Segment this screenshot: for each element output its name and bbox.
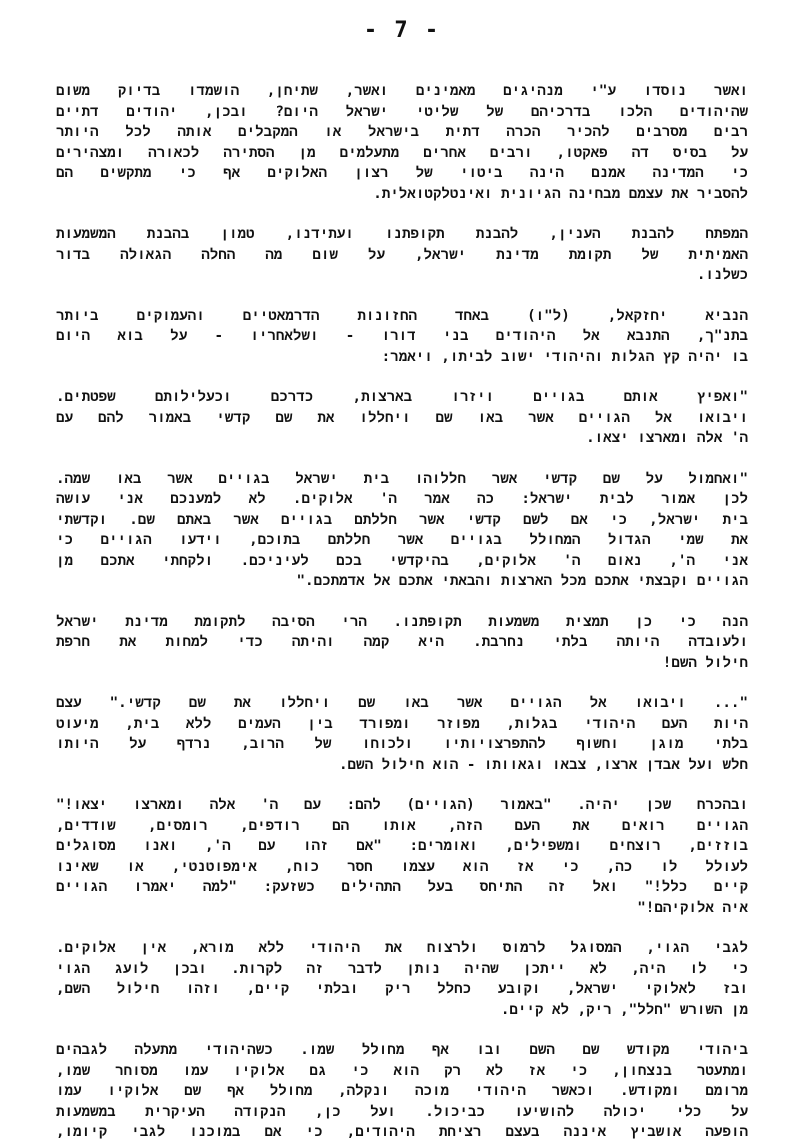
text-line: הגויים וקבצתי אתכם מכל הארצות והבאתי אתכם אל אדמתכם." — [296, 573, 748, 589]
text-line: ויבואו אל הגויים אשר באו שם ויחללו את שם קדשי באמור להם עם — [56, 409, 748, 426]
text-line: חילול השם! — [662, 654, 748, 671]
text-line: "... ויבואו אל הגויים אשר באו שם ויחללו את שם קדשי." עצם — [56, 695, 748, 711]
text-line: ומתעטר בנצחון, כי אז לא רק הוא כי גם אלוקיו עמו מסוחר שמו, — [56, 1062, 748, 1079]
text-line: ולעובדה היותה בלתי נחרבת. היא קמה והיתה כדי למחות את חרפת — [56, 634, 748, 650]
text-line: כי לו היה, לא ייתכן שהיה נותן לדבר זה לקרות. ובכן לועג הגוי — [56, 960, 748, 977]
text-line: לגבי הגוי, המסוגל לרמוס ולרצוח את היהודי ללא מורא, אין אלוקים. — [56, 940, 748, 956]
text-line: ה' אלה ומארצו יצאו. — [586, 430, 748, 446]
page-number: - 7 - — [363, 18, 441, 43]
text-line: בו יהיה קץ הגלות והיהודי ישוב לביתו, ויאמר: — [381, 348, 748, 365]
paragraph — [56, 795, 748, 918]
text-line: להסביר את עצמם מבחינה הגיונית ואינטלקטואלית. — [373, 185, 748, 202]
quote-paragraph — [56, 469, 748, 592]
text-line: מרומם ומקודש. וכאשר היהודי מוכה ונקלה, מחולל אף שם אלוקיו עמו — [56, 1083, 748, 1099]
text-line: בוזזים, רוצחים ומשפילים, ואומרים: "אם זהו עם ה', ואנו מסוגלים — [56, 838, 748, 854]
text-line: ביהודי מקודש שם השם ובו אף מחולל שמו. כשהיהודי מתעלה לגבהים — [56, 1042, 748, 1058]
paragraph — [56, 938, 748, 1020]
text-line: בית ישראל, כי אם לשם קדשי אשר חללתם בגויים אשר באתם שם. וקדשתי — [56, 511, 748, 528]
text-line: אני ה', נאום ה' אלוקים, בהיקדשי בכם לעיניכם. ולקחתי אתכם מן — [56, 552, 748, 569]
paragraph — [56, 224, 748, 286]
text-line: חלש ועל אבדן ארצו, צבאו וגאוותו - הוא חילול השם. — [339, 756, 748, 773]
paragraph — [56, 1040, 748, 1143]
text-line: האמיתית של תקומת מדינת ישראל, על שום מה החלה הגאולה בדור — [56, 246, 748, 263]
text-line: הנביא יחזקאל, (ל"ו) באחד החזונות הדרמאטיים והעמוקים ביותר — [56, 307, 748, 324]
paragraph — [56, 612, 748, 674]
text-line: כי המדינה אמנם הינה ביטוי של רצון האלוקים אף כי מתקשים הם — [56, 165, 748, 181]
text-line: לעולל לו כה, כי אז הוא עצמו חסר כוח, אימפוטנטי, או שאינו — [56, 858, 748, 875]
text-line: מן השורש "חלל", ריק, לא קיים. — [500, 1001, 748, 1018]
text-line: רבים מסרבים להכיר הכרה דתית בישראל או המקבלים אותה לכל היותר — [56, 124, 748, 140]
paragraph — [56, 306, 748, 368]
text-line: לכן אמור לבית ישראל: כה אמר ה' אלוקים. לא למענכם אני עושה — [56, 491, 748, 507]
text-line: את שמי הגדול המחולל בגויים אשר חללתם בתוכם, וידעו הגויים כי — [56, 532, 748, 548]
text-line: שהיהודים הלכו בדרכיהם של שליטי ישראל היום? ובכן, יהודים דתיים — [56, 103, 748, 120]
quote-paragraph — [56, 387, 748, 449]
text-line: ובז לאלוקי ישראל, וקובע כחלל ריק ובלתי קיים, וזהו חילול השם, — [56, 981, 748, 997]
text-line: כשלנו. — [696, 267, 748, 283]
text-line: ואשר נוסדו ע"י מנהיגים מאמינים ואשר, שתיחן, הושמדו בדיוק משום — [56, 83, 748, 99]
text-line: על כלי יכולה להושיעו כביכול. ועל כן, הנקודה העיקרית במשמעות — [56, 1103, 748, 1120]
paragraph — [56, 693, 748, 775]
text-line: הופעה אושביץ איננה בעצם רציחת היהודים, כי אם במוכנו לגבי קיומו, — [56, 1124, 748, 1140]
text-line: קיים כלל!" ואל זה התיחס בעל התהילים כשזעק: "למה יאמרו הגויים — [56, 879, 748, 895]
text-line: בלתי מוגן וחשוף להתפרצויותיו ולכוחו של הרוב, נרדף על היותו — [56, 736, 748, 752]
text-line: הנה כי כן תמצית משמעות תקופתנו. הרי הסיבה לתקומת מדינת ישראל — [56, 613, 748, 630]
text-line: היות העם היהודי בגלות, מפוזר ומפורד בין העמים ללא בית, מיעוט — [56, 715, 748, 732]
text-line: על בסיס דה פאקטו, ורבים אחרים מתעלמים מן הסתירה לכאורה ומצהירים — [56, 144, 748, 161]
paragraph — [56, 81, 748, 204]
text-line: "ואחמול על שם קדשי אשר חללוהו בית ישראל בגויים אשר באו שמה. — [56, 470, 748, 487]
text-line: הגויים רואים את העם הזה, אותו הם רודפים, רומסים, שודדים, — [56, 817, 748, 834]
text-line: המפתח להבנת הענין, להבנת תקופתנו ועתידנו, טמון בהבנת המשמעות — [56, 226, 748, 242]
text-line: איה אלוקיהם!" — [637, 899, 748, 916]
text-line: ובהכרח שכן יהיה. "באמור (הגויים) להם: עם ה' אלה ומארצו יצאו!" — [56, 797, 748, 813]
text-line: בתנ"ך, התנבא אל היהודים בני דורו - ושלאחריו - על בוא היום — [56, 328, 748, 344]
text-line: "ואפיץ אותם בגויים ויזרו בארצות, כדרכם וכעלילותם שפטתים. — [56, 389, 748, 405]
